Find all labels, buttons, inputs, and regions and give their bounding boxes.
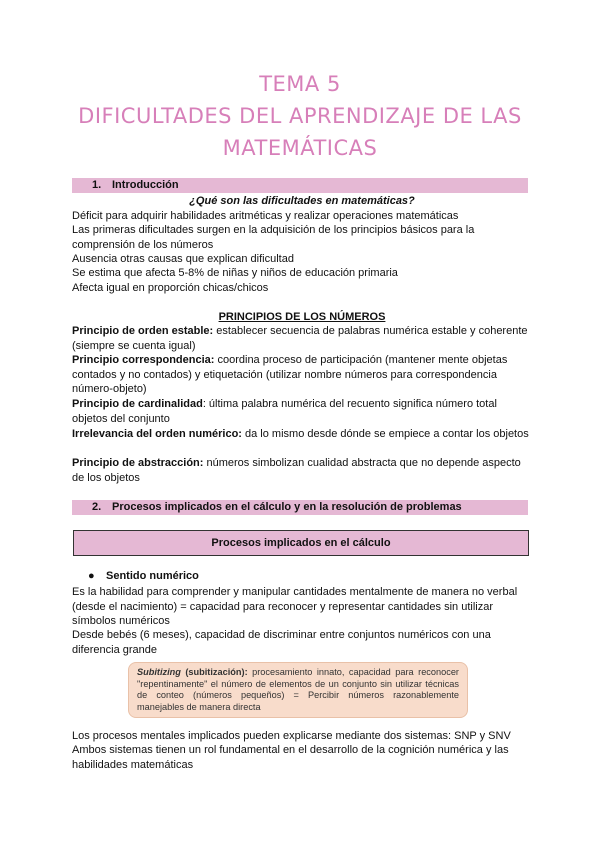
page-title-line-1: TEMA 5	[259, 72, 341, 96]
principio-cardinalidad	[72, 397, 532, 426]
principio-term: Principio de orden estable:	[72, 325, 214, 337]
intro-line-5: Afecta igual en proporción chicas/chicos	[72, 282, 269, 294]
principio-term: Principio de cardinalidad	[72, 398, 203, 410]
principio-text: da lo mismo desde dónde se empiece a contar los objetos	[241, 428, 529, 440]
principio-correspondencia	[72, 353, 532, 397]
callout-text: procesamiento innato, capacidad para reconocer "repentinamente" el número de elementos de un conjunto sin utilizar técnicas de conteo (números pequeños) = Percibir números razonablemente manejables de manera directa	[137, 667, 459, 712]
section-1-heading	[72, 178, 528, 193]
intro-line-3: Ausencia otras causas que explican dificultad	[72, 253, 294, 265]
principio-irrelevancia	[72, 427, 532, 442]
principio-abstraccion	[72, 456, 532, 485]
bullet-sentido-numerico	[88, 570, 199, 582]
callout-term: Subitizing	[137, 667, 181, 677]
callout-term-rest: (subitización):	[180, 667, 248, 677]
ambos-sistemas-line: Ambos sistemas tienen un rol fundamental en el desarrollo de la cognición numérica y las habilidades matemáticas	[72, 744, 509, 771]
principio-text: establecer secuencia de palabras numérica estable y coherente (siempre se cuenta igual)	[72, 325, 528, 352]
intro-line-2: Las primeras dificultades surgen en la adquisición de los principios básicos para la comprensión de los números	[72, 224, 475, 251]
page-title-line-2: DIFICULTADES DEL APRENDIZAJE DE LAS	[78, 104, 522, 128]
principios-heading: PRINCIPIOS DE LOS NÚMEROS	[218, 311, 386, 323]
intro-line-4: Se estima que afecta 5-8% de niñas y niños de educación primaria	[72, 267, 398, 279]
principio-text: números simbolizan cualidad abstracta que no depende aspecto de los objetos	[72, 457, 521, 484]
calculo-boxed-heading: Procesos implicados en el cálculo	[73, 530, 529, 556]
bullet-label: Sentido numérico	[106, 570, 199, 582]
sentido-numerico-bebes: Desde bebés (6 meses), capacidad de discriminar entre conjuntos numéricos con una diferencia grande	[72, 629, 491, 656]
section-2-number: 2.	[92, 501, 102, 513]
section-2-heading	[72, 500, 528, 515]
principio-text: coordina proceso de participación (mantener mente objetas contados y no contados) y etiquetación (utilizar nombre números para correspondencia número-objeto)	[72, 354, 508, 395]
principio-text: : última palabra numérica del recuento significa número total objetos del conjunto	[72, 398, 497, 425]
subitizing-callout	[128, 662, 468, 718]
sentido-numerico-definition: Es la habilidad para comprender y manipular cantidades mentalmente de manera no verbal (desde el nacimiento) = capacidad para reconocer y representar cantidades sin utilizar símbolos numéricos	[72, 586, 518, 627]
principio-term: Irrelevancia del orden numérico:	[72, 428, 242, 440]
section-1-number: 1.	[92, 179, 102, 191]
intro-line-1: Déficit para adquirir habilidades aritméticas y realizar operaciones matemáticas	[72, 210, 459, 222]
principio-term: Principio correspondencia:	[72, 354, 215, 366]
bullet-dot-icon: ●	[88, 570, 95, 582]
page-title-line-3: MATEMÁTICAS	[222, 136, 378, 160]
procesos-mentales-line: Los procesos mentales implicados pueden explicarse mediante dos sistemas: SNP y SNV	[72, 730, 511, 742]
section-2-title: Procesos implicados en el cálculo y en la resolución de problemas	[112, 501, 462, 513]
principio-orden-estable	[72, 324, 532, 353]
section-1-title: Introducción	[112, 179, 179, 191]
intro-question: ¿Qué son las dificultades en matemáticas?	[189, 195, 415, 207]
principio-term: Principio de abstracción:	[72, 457, 204, 469]
